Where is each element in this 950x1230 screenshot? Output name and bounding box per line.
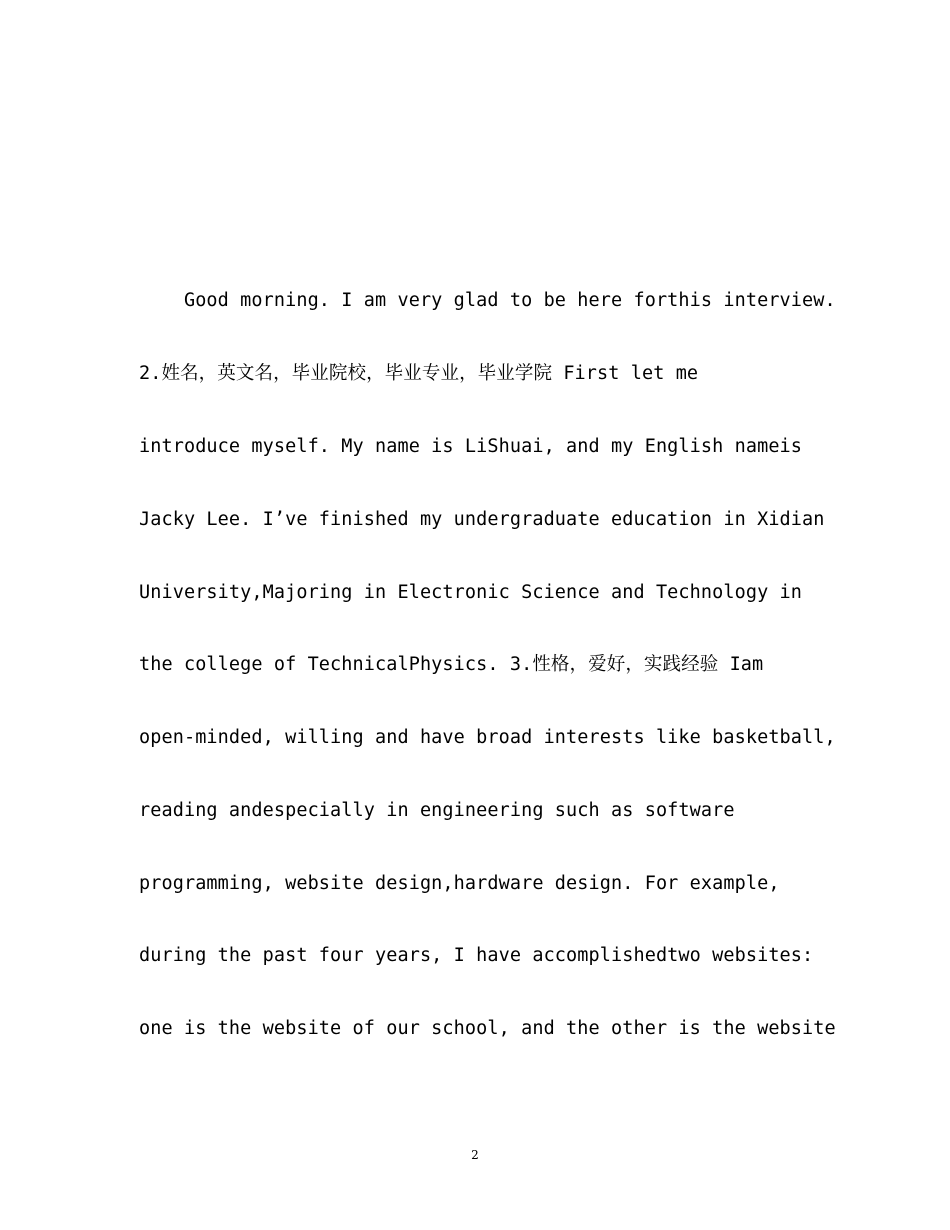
text-line: during the past four years, I have accomplishedtwo websites: [139,945,814,966]
text-line: programming, website design,hardware design. For example, [139,873,780,894]
text-line: University,Majoring in Electronic Science and Technology in [139,582,803,603]
text-line: reading andespecially in engineering such as software [139,800,735,821]
text-line: open-minded, willing and have broad interests like basketball, [139,727,836,748]
text-line: introduce myself. My name is LiShuai, and my English nameis [139,436,803,457]
text-line: 2.姓名，英文名，毕业院校，毕业专业，毕业学院 First let me [139,363,699,384]
text-line: the college of TechnicalPhysics. 3.性格，爱好，实践经验 Iam [139,654,764,675]
text-line: one is the website of our school, and the other is the website [139,1018,836,1039]
text-line: Jacky Lee. I’ve finished my undergraduate education in Xidian [139,509,825,530]
text-line: Good morning. I am very glad to be here forthis interview. [139,290,836,311]
page-number: 2 [471,1148,479,1162]
